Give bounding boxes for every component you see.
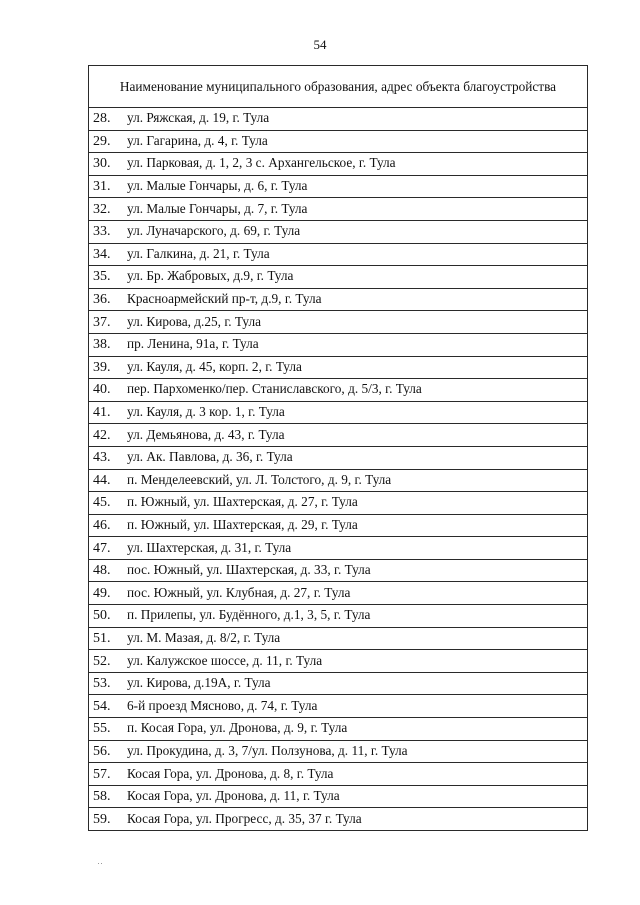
row-number: 54. — [93, 698, 111, 714]
table-cell — [89, 266, 588, 289]
table-cell — [89, 763, 588, 786]
table-row — [89, 446, 588, 469]
row-number: 39. — [93, 359, 111, 375]
table-row — [89, 333, 588, 356]
table-cell — [89, 492, 588, 515]
table-cell — [89, 198, 588, 221]
row-number: 33. — [93, 224, 111, 240]
row-address: ул. Малые Гончары, д. 6, г. Тула — [127, 178, 308, 194]
table-cell — [89, 333, 588, 356]
row-number: 55. — [93, 721, 111, 737]
row-number: 36. — [93, 292, 111, 308]
table-row — [89, 198, 588, 221]
row-number: 43. — [93, 450, 111, 466]
row-number: 34. — [93, 246, 111, 262]
table-cell — [89, 356, 588, 379]
row-address: ул. Луначарского, д. 69, г. Тула — [127, 223, 301, 239]
table-cell — [89, 740, 588, 763]
row-number: 46. — [93, 517, 111, 533]
table-row — [89, 311, 588, 334]
table-row — [89, 220, 588, 243]
table-row — [89, 785, 588, 808]
table-cell — [89, 446, 588, 469]
table-row — [89, 514, 588, 537]
row-number: 37. — [93, 314, 111, 330]
row-number: 52. — [93, 653, 111, 669]
row-address: Красноармейский пр-т, д.9, г. Тула — [127, 291, 322, 307]
row-address: ул. Кауля, д. 3 кор. 1, г. Тула — [127, 404, 285, 420]
row-address: ул. Калужское шоссе, д. 11, г. Тула — [127, 652, 323, 668]
table-row — [89, 650, 588, 673]
address-table — [88, 65, 588, 831]
table-row — [89, 401, 588, 424]
row-number: 59. — [93, 811, 111, 827]
table-row — [89, 108, 588, 131]
address-table-container — [88, 65, 588, 831]
table-row — [89, 130, 588, 153]
row-number: 42. — [93, 427, 111, 443]
row-number: 30. — [93, 156, 111, 172]
table-row — [89, 537, 588, 560]
row-address: ул. Галкина, д. 21, г. Тула — [127, 245, 270, 261]
row-number: 32. — [93, 201, 111, 217]
row-address: ул. Гагарина, д. 4, г. Тула — [127, 132, 268, 148]
row-number: 49. — [93, 585, 111, 601]
table-row — [89, 605, 588, 628]
row-address: ул. Парковая, д. 1, 2, 3 с. Архангельское, г. Тула — [127, 155, 396, 171]
page-number: 54 — [313, 37, 327, 52]
table-cell — [89, 627, 588, 650]
table-row — [89, 288, 588, 311]
table-row — [89, 695, 588, 718]
table-cell — [89, 424, 588, 447]
row-number: 51. — [93, 630, 111, 646]
row-address: Косая Гора, ул. Дронова, д. 8, г. Тула — [127, 765, 334, 781]
table-row — [89, 627, 588, 650]
table-cell — [89, 469, 588, 492]
table-row — [89, 175, 588, 198]
table-cell — [89, 153, 588, 176]
row-address: п. Южный, ул. Шахтерская, д. 29, г. Тула — [127, 516, 358, 532]
table-cell — [89, 243, 588, 266]
row-address: ул. Шахтерская, д. 31, г. Тула — [127, 539, 292, 555]
row-address: п. Косая Гора, ул. Дронова, д. 9, г. Тула — [127, 720, 348, 736]
table-cell — [89, 220, 588, 243]
row-address: Косая Гора, ул. Дронова, д. 11, г. Тула — [127, 788, 340, 804]
table-cell — [89, 401, 588, 424]
table-row — [89, 559, 588, 582]
table-row — [89, 153, 588, 176]
table-row — [89, 718, 588, 741]
table-cell — [89, 108, 588, 131]
table-row — [89, 763, 588, 786]
table-cell — [89, 175, 588, 198]
table-cell — [89, 537, 588, 560]
row-address: ул. Малые Гончары, д. 7, г. Тула — [127, 200, 308, 216]
row-number: 38. — [93, 337, 111, 353]
table-cell — [89, 311, 588, 334]
row-number: 45. — [93, 495, 111, 511]
row-address: пос. Южный, ул. Клубная, д. 27, г. Тула — [127, 584, 351, 600]
row-number: 28. — [93, 111, 111, 127]
table-row — [89, 356, 588, 379]
table-row — [89, 740, 588, 763]
row-number: 50. — [93, 608, 111, 624]
table-cell — [89, 379, 588, 402]
row-address: пос. Южный, ул. Шахтерская, д. 33, г. Тула — [127, 562, 371, 578]
table-row — [89, 492, 588, 515]
row-address: ул. Кирова, д.25, г. Тула — [127, 313, 261, 329]
table-row — [89, 582, 588, 605]
table-header-row — [89, 66, 588, 108]
table-row — [89, 672, 588, 695]
table-cell — [89, 130, 588, 153]
table-row — [89, 379, 588, 402]
scan-artifact — [98, 851, 106, 854]
row-number: 48. — [93, 563, 111, 579]
row-number: 35. — [93, 269, 111, 285]
table-cell — [89, 785, 588, 808]
row-address: ул. Демьянова, д. 43, г. Тула — [127, 426, 285, 442]
row-address: ул. Кауля, д. 45, корп. 2, г. Тула — [127, 358, 302, 374]
table-cell — [89, 808, 588, 831]
table-cell — [89, 672, 588, 695]
row-number: 47. — [93, 540, 111, 556]
row-address: 6-й проезд Мясново, д. 74, г. Тула — [127, 697, 318, 713]
table-body — [89, 108, 588, 831]
table-cell — [89, 288, 588, 311]
table-row — [89, 808, 588, 831]
table-row — [89, 243, 588, 266]
row-address: ул. Бр. Жабровых, д.9, г. Тула — [127, 268, 294, 284]
row-number: 41. — [93, 405, 111, 421]
table-cell — [89, 650, 588, 673]
row-address: п. Южный, ул. Шахтерская, д. 27, г. Тула — [127, 494, 358, 510]
row-number: 40. — [93, 382, 111, 398]
table-cell — [89, 605, 588, 628]
row-number: 57. — [93, 766, 111, 782]
table-cell — [89, 718, 588, 741]
row-number: 44. — [93, 472, 111, 488]
row-address: п. Менделеевский, ул. Л. Толстого, д. 9, г. Тула — [127, 471, 392, 487]
table-cell — [89, 559, 588, 582]
row-address: ул. Прокудина, д. 3, 7/ул. Ползунова, д. 11, г. Тула — [127, 742, 408, 758]
row-number: 58. — [93, 789, 111, 805]
row-address: пер. Пархоменко/пер. Станиславского, д. 5/3, г. Тула — [127, 381, 422, 397]
table-row — [89, 469, 588, 492]
table-cell — [89, 582, 588, 605]
table-row — [89, 266, 588, 289]
row-address: пр. Ленина, 91а, г. Тула — [127, 336, 259, 352]
row-number: 29. — [93, 133, 111, 149]
table-cell — [89, 514, 588, 537]
row-address: ул. Ряжская, д. 19, г. Тула — [127, 110, 270, 126]
row-address: ул. М. Мазая, д. 8/2, г. Тула — [127, 629, 281, 645]
row-address: п. Прилепы, ул. Будённого, д.1, 3, 5, г. Тула — [127, 607, 371, 623]
row-address: ул. Кирова, д.19А, г. Тула — [127, 675, 271, 691]
row-number: 56. — [93, 743, 111, 759]
table-header: Наименование муниципального образования, адрес объекта благоустройства — [89, 66, 588, 108]
row-number: 53. — [93, 676, 111, 692]
row-number: 31. — [93, 179, 111, 195]
table-cell — [89, 695, 588, 718]
row-address: ул. Ак. Павлова, д. 36, г. Тула — [127, 449, 293, 465]
row-address: Косая Гора, ул. Прогресс, д. 35, 37 г. Тула — [127, 810, 362, 826]
table-row — [89, 424, 588, 447]
